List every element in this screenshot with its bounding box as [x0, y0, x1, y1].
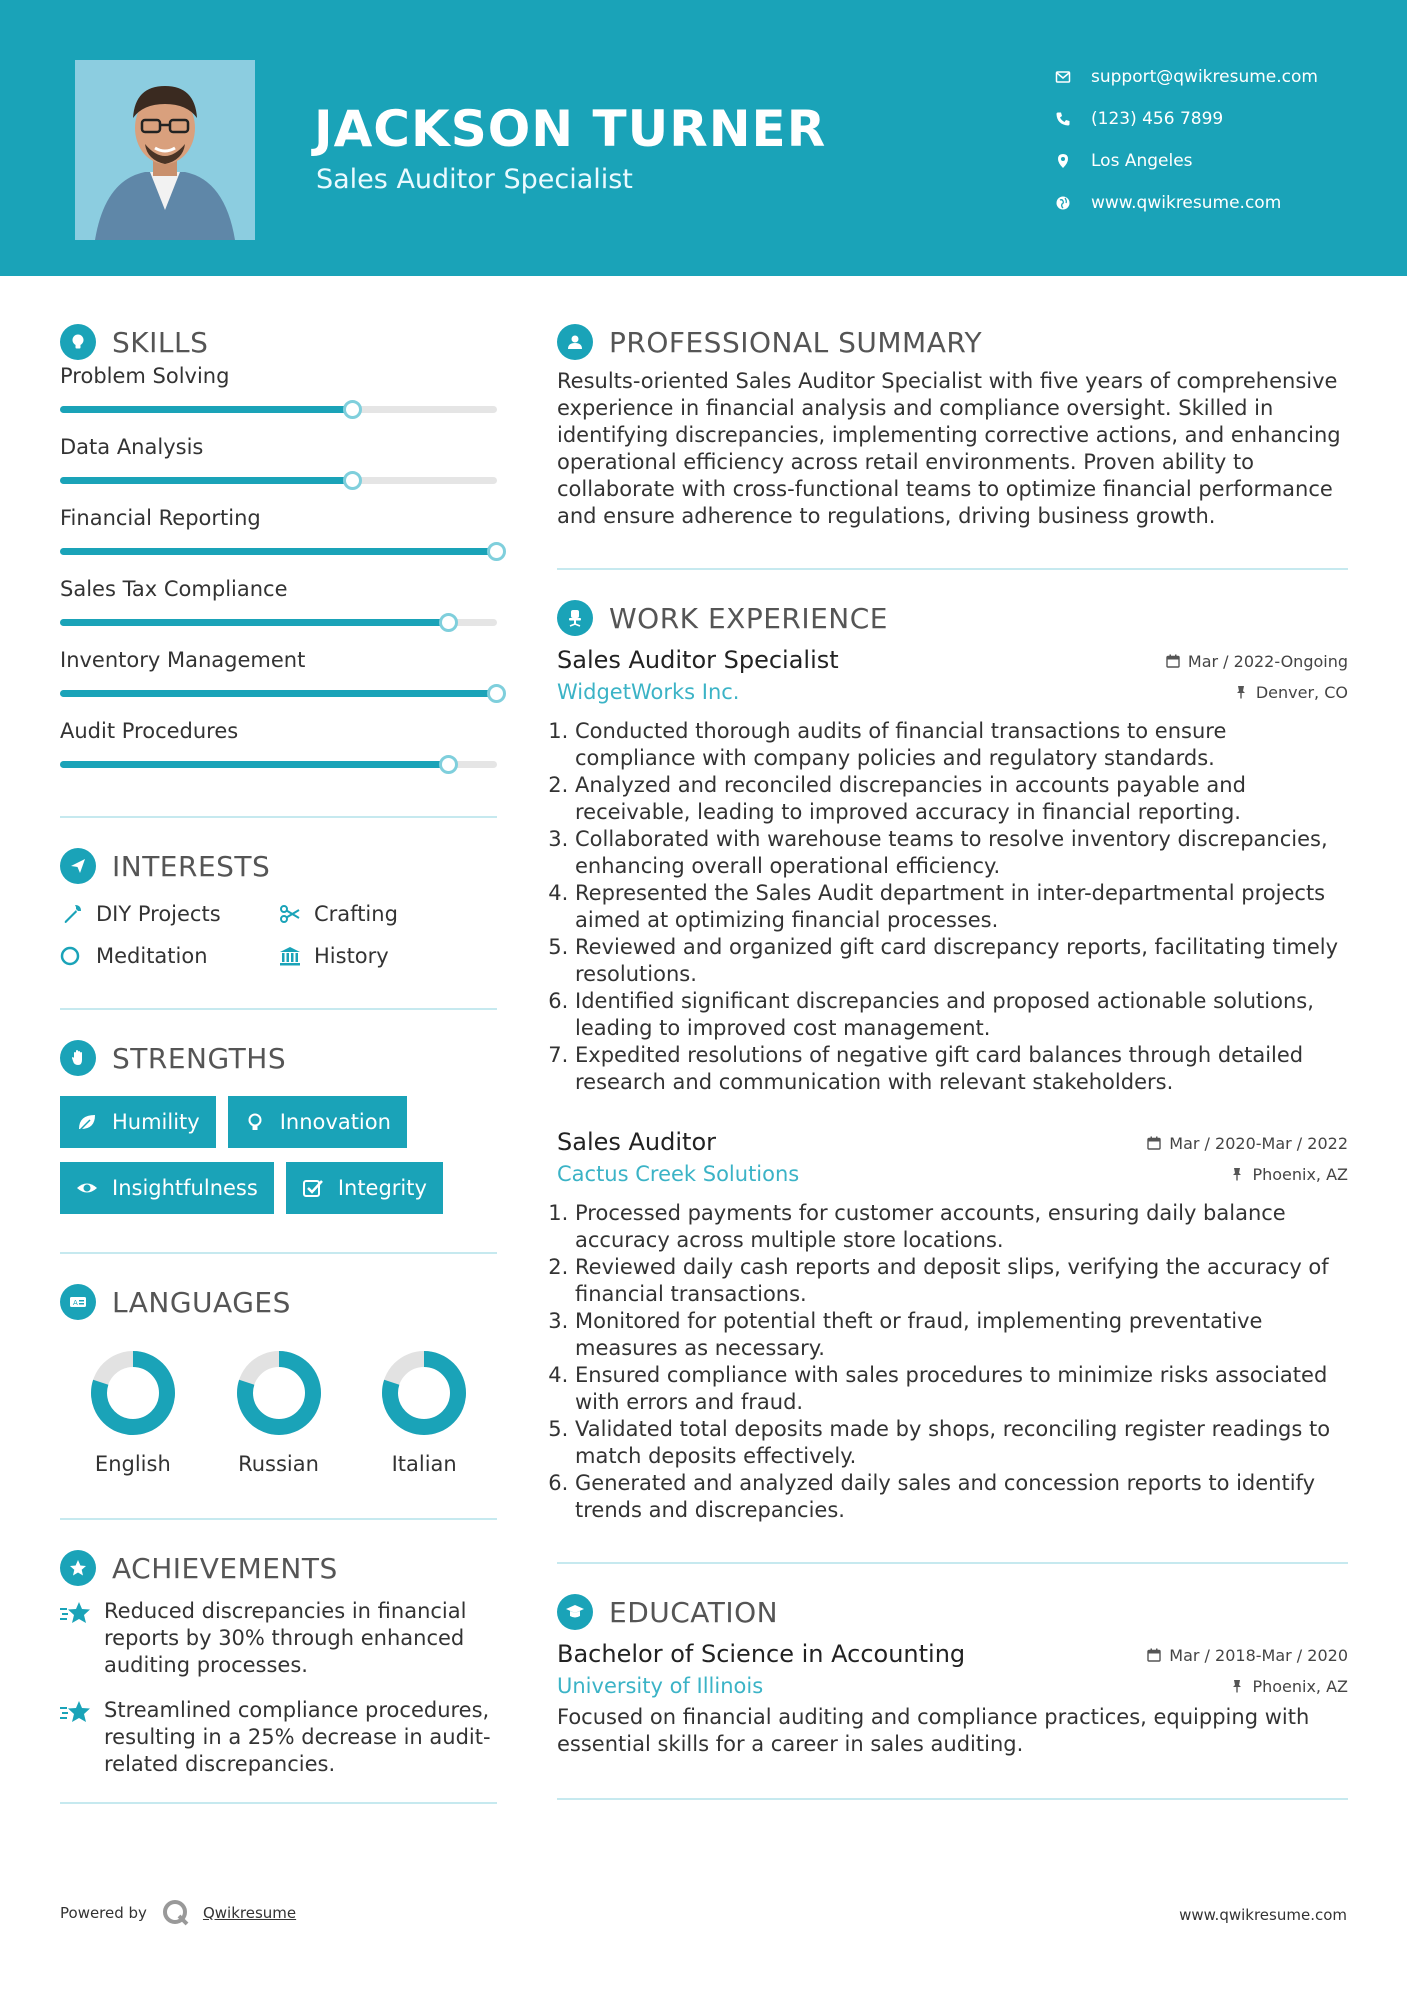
skill-level-knob	[487, 684, 506, 703]
skill-bar-track	[60, 761, 497, 768]
skill-bar-track	[60, 477, 497, 484]
skill-bar-track	[60, 548, 497, 555]
phone-icon	[1055, 111, 1071, 127]
skill-level-knob	[343, 400, 362, 419]
candidate-title: Sales Auditor Specialist	[316, 164, 633, 195]
duty-item: 2. Analyzed and reconciled discrepancies in accounts payable and receivable, leading to improved accuracy in financial reporting.	[575, 772, 1348, 826]
skill-item	[60, 435, 497, 484]
contact-phone-text: (123) 456 7899	[1091, 109, 1224, 129]
skills-heading	[60, 324, 497, 360]
skill-bar-fill	[60, 619, 449, 626]
job-duties	[557, 1200, 1348, 1524]
star-badge-icon	[60, 1550, 96, 1586]
footer-website[interactable]: www.qwikresume.com	[1179, 1906, 1347, 1924]
summary-text: Results-oriented Sales Auditor Specialist with five years of comprehensive experience in financial analysis and compliance oversight. Skilled in identifying discrepancies, implementing corrective actions, and enhancing operational efficiency across retail environments. Proven ability to collaborate with cross-functional teams to optimize financial performance and ensure adherence to regulations, driving business growth.	[557, 369, 1341, 528]
pushpin-icon	[1234, 685, 1248, 699]
skill-item	[60, 577, 497, 626]
interest-label: Crafting	[314, 902, 398, 926]
skill-item	[60, 648, 497, 697]
education-top-row	[557, 1640, 1348, 1668]
job-date-text: Mar / 2020-Mar / 2022	[1169, 1133, 1348, 1153]
skill-label: Sales Tax Compliance	[60, 577, 288, 601]
job-entry	[557, 1128, 1348, 1524]
location-pin-icon	[1055, 153, 1071, 169]
languages-title: LANGUAGES	[112, 1285, 291, 1319]
job-date	[1166, 652, 1348, 671]
jobs-list	[557, 646, 1348, 1524]
graduation-icon	[557, 1594, 593, 1630]
interests-heading	[60, 848, 497, 884]
eye-icon	[76, 1177, 98, 1199]
paper-plane-icon	[60, 848, 96, 884]
achievement-item	[60, 1598, 497, 1679]
skill-label: Problem Solving	[60, 364, 230, 388]
divider	[60, 1518, 497, 1520]
education-heading	[557, 1594, 1348, 1630]
interest-label: DIY Projects	[96, 902, 221, 926]
skill-level-knob	[487, 542, 506, 561]
skill-label: Financial Reporting	[60, 506, 261, 530]
candidate-name: JACKSON TURNER	[314, 100, 827, 158]
wrench-icon	[60, 902, 84, 926]
languages-heading	[60, 1284, 497, 1320]
strength-chips	[60, 1096, 497, 1214]
languages-section	[60, 1284, 497, 1476]
duty-item: 1. Conducted thorough audits of financial transactions to ensure compliance with company policies and regulatory standards.	[575, 718, 1348, 772]
pushpin-icon	[1230, 1679, 1244, 1693]
contact-location	[1055, 140, 1318, 182]
strength-label: Integrity	[337, 1176, 427, 1200]
language-label: Russian	[238, 1452, 319, 1476]
skill-bar-fill	[60, 406, 353, 413]
languages-list	[60, 1348, 497, 1476]
interest-label: Meditation	[96, 944, 208, 968]
job-title: Sales Auditor	[557, 1128, 716, 1156]
duty-item: 5. Reviewed and organized gift card discrepancy reports, facilitating timely resolutions.	[575, 934, 1348, 988]
job-location	[1230, 1165, 1348, 1184]
divider	[60, 1802, 497, 1804]
interests-title: INTERESTS	[112, 849, 271, 883]
skill-bar-track	[60, 690, 497, 697]
skill-level-knob	[343, 471, 362, 490]
education-title: EDUCATION	[609, 1595, 779, 1629]
skill-bar-fill	[60, 477, 353, 484]
duty-item: 2. Reviewed daily cash reports and deposit slips, verifying the accuracy of financial transactions.	[575, 1254, 1348, 1308]
skill-level-knob	[439, 613, 458, 632]
skill-label: Inventory Management	[60, 648, 306, 672]
degree-title: Bachelor of Science in Accounting	[557, 1640, 966, 1668]
skill-item	[60, 364, 497, 413]
interest-item	[60, 902, 278, 926]
job-date-text: Mar / 2022-Ongoing	[1187, 651, 1348, 671]
check-square-icon	[302, 1177, 324, 1199]
interests-grid	[60, 902, 497, 968]
header-banner	[0, 0, 1407, 276]
duty-item: 6. Identified significant discrepancies and proposed actionable solutions, leading to improved cost management.	[575, 988, 1348, 1042]
job-title: Sales Auditor Specialist	[557, 646, 839, 674]
portrait-image	[75, 60, 255, 240]
job-location	[1234, 683, 1348, 702]
contact-list	[1055, 56, 1318, 224]
language-item	[351, 1348, 497, 1476]
interest-item	[278, 902, 497, 926]
achievement-item	[60, 1697, 497, 1778]
user-icon	[557, 324, 593, 360]
globe-icon	[1055, 195, 1071, 211]
company-name: Cactus Creek Solutions	[557, 1162, 800, 1186]
strength-chip	[60, 1162, 274, 1214]
lightbulb-icon	[60, 324, 96, 360]
education-sub-row	[557, 1674, 1348, 1698]
divider	[557, 1798, 1348, 1800]
interest-item	[60, 944, 278, 968]
brand-link[interactable]: Qwikresume	[202, 1904, 297, 1922]
scissors-icon	[278, 902, 302, 926]
leaf-icon	[76, 1111, 98, 1133]
calendar-icon	[1147, 1648, 1161, 1662]
skill-bar-fill	[60, 761, 449, 768]
company-name: WidgetWorks Inc.	[557, 680, 740, 704]
achievements-section	[60, 1550, 497, 1778]
achievements-title: ACHIEVEMENTS	[112, 1551, 338, 1585]
language-level-ring	[379, 1348, 469, 1438]
envelope-icon	[1055, 69, 1071, 85]
qwikresume-logo-icon	[161, 1898, 191, 1928]
interest-item	[278, 944, 497, 968]
right-column	[557, 276, 1348, 1800]
strength-chip	[228, 1096, 407, 1148]
job-top-row	[557, 646, 1348, 674]
language-level-ring	[234, 1348, 324, 1438]
office-chair-icon	[557, 600, 593, 636]
strength-chip	[60, 1096, 216, 1148]
duty-item: 3. Collaborated with warehouse teams to resolve inventory discrepancies, enhancing overall operational efficiency.	[575, 826, 1348, 880]
education-text: Focused on financial auditing and compliance practices, equipping with essential skills for a career in sales auditing.	[557, 1705, 1310, 1756]
svg-text:A: A	[73, 1299, 78, 1307]
skill-item	[60, 719, 497, 768]
divider	[60, 816, 497, 818]
contact-email-text: support@qwikresume.com	[1091, 67, 1318, 87]
job-sub-row	[557, 1162, 1348, 1186]
hand-icon	[60, 1040, 96, 1076]
duty-item: 3. Monitored for potential theft or fraud, implementing preventative measures as necessary.	[575, 1308, 1348, 1362]
contact-website-text: www.qwikresume.com	[1091, 193, 1282, 213]
skill-item	[60, 506, 497, 555]
summary-title: PROFESSIONAL SUMMARY	[609, 325, 983, 359]
education-location-text: Phoenix, AZ	[1252, 1676, 1348, 1696]
experience-section	[557, 600, 1348, 1524]
divider	[60, 1252, 497, 1254]
job-date	[1147, 1134, 1348, 1153]
education-date	[1147, 1646, 1348, 1665]
summary-heading	[557, 324, 1348, 360]
summary-section	[557, 324, 1348, 530]
language-item	[206, 1348, 352, 1476]
contact-website[interactable]	[1055, 182, 1318, 224]
pushpin-icon	[1230, 1167, 1244, 1181]
profile-photo	[75, 60, 255, 240]
strength-chip	[286, 1162, 443, 1214]
footer-powered-by	[60, 1898, 296, 1928]
contact-location-text: Los Angeles	[1091, 151, 1193, 171]
star-icon	[60, 1699, 94, 1725]
job-location-text: Phoenix, AZ	[1252, 1164, 1348, 1184]
experience-heading	[557, 600, 1348, 636]
divider	[557, 1562, 1348, 1564]
language-item	[60, 1348, 206, 1476]
divider	[557, 568, 1348, 570]
language-icon	[60, 1284, 96, 1320]
job-top-row	[557, 1128, 1348, 1156]
calendar-icon	[1166, 654, 1180, 668]
divider	[60, 1008, 497, 1010]
skills-section	[60, 324, 497, 768]
institution-icon	[278, 944, 302, 968]
strength-label: Humility	[112, 1110, 200, 1134]
achievements-list	[60, 1598, 497, 1778]
interest-label: History	[314, 944, 389, 968]
job-duties	[557, 718, 1348, 1096]
achievement-text: Reduced discrepancies in financial reports by 30% through enhanced auditing processes.	[104, 1599, 467, 1677]
achievements-heading	[60, 1550, 497, 1586]
star-icon	[60, 1600, 94, 1626]
strength-label: Insightfulness	[112, 1176, 258, 1200]
strengths-heading	[60, 1040, 497, 1076]
language-level-ring	[88, 1348, 178, 1438]
skill-bar-fill	[60, 548, 497, 555]
strength-label: Innovation	[279, 1110, 391, 1134]
education-section	[557, 1594, 1348, 1758]
contact-phone[interactable]	[1055, 98, 1318, 140]
interests-section	[60, 848, 497, 968]
duty-item: 7. Expedited resolutions of negative gift card balances through detailed research and communication with relevant stakeholders.	[575, 1042, 1348, 1096]
duty-item: 1. Processed payments for customer accounts, ensuring daily balance accuracy across multiple store locations.	[575, 1200, 1348, 1254]
job-entry	[557, 646, 1348, 1096]
experience-title: WORK EXPERIENCE	[609, 601, 888, 635]
education-date-text: Mar / 2018-Mar / 2020	[1169, 1645, 1348, 1665]
school-name: University of Illinois	[557, 1674, 764, 1698]
skill-bar-track	[60, 619, 497, 626]
skill-label: Data Analysis	[60, 435, 204, 459]
powered-by-label: Powered by	[60, 1904, 147, 1922]
skills-list	[60, 364, 497, 768]
strengths-title: STRENGTHS	[112, 1041, 287, 1075]
education-location	[1230, 1677, 1348, 1696]
calendar-icon	[1147, 1136, 1161, 1150]
job-location-text: Denver, CO	[1255, 682, 1348, 702]
strengths-section	[60, 1040, 497, 1214]
duty-item: 6. Generated and analyzed daily sales and concession reports to identify trends and discrepancies.	[575, 1470, 1348, 1524]
duty-item: 4. Ensured compliance with sales procedures to minimize risks associated with errors and fraud.	[575, 1362, 1348, 1416]
circle-icon	[60, 944, 84, 968]
job-sub-row	[557, 680, 1348, 704]
contact-email[interactable]	[1055, 56, 1318, 98]
skill-bar-track	[60, 406, 497, 413]
language-label: English	[94, 1452, 171, 1476]
language-label: Italian	[391, 1452, 457, 1476]
duty-item: 5. Validated total deposits made by shops, reconciling register readings to match deposits effectively.	[575, 1416, 1348, 1470]
left-column	[60, 276, 497, 1804]
skills-title: SKILLS	[112, 325, 209, 359]
skill-level-knob	[439, 755, 458, 774]
duty-item: 4. Represented the Sales Audit department in inter-departmental projects aimed at optimizing financial processes.	[575, 880, 1348, 934]
achievement-text: Streamlined compliance procedures, resulting in a 25% decrease in audit-related discrepancies.	[104, 1698, 491, 1776]
lightbulb-icon	[244, 1111, 266, 1133]
skill-bar-fill	[60, 690, 497, 697]
skill-label: Audit Procedures	[60, 719, 239, 743]
